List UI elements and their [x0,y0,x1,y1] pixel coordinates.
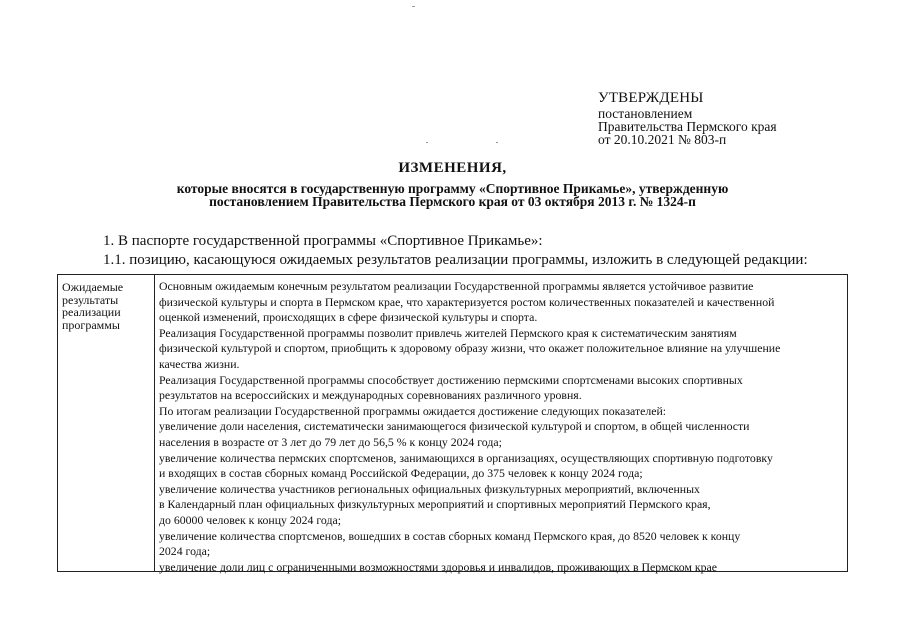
content-line: до 60000 человек к концу 2024 года; [159,512,342,527]
document-title: ИЗМЕНЕНИЯ, [398,160,507,176]
label-line: Ожидаемые [62,280,124,294]
content-line: 2024 года; [159,544,211,559]
label-line: реализации [62,305,121,319]
content-line: увеличение количества пермских спортсменов, занимающихся в организациях, осуществляющих спортивную подготовку [159,450,773,465]
content-line: По итогам реализации Государственной программы ожидается достижение следующих показателей: [159,403,667,418]
label-line: программы [62,317,120,332]
table-label-cell [62,281,152,331]
label-line: результаты [62,292,119,307]
content-line: в Календарный план официальных физкультурных мероприятий и спортивных мероприятий Пермского края, [159,497,711,512]
approval-line: Правительства Пермского края [598,119,777,134]
table-content-cell [159,279,845,575]
scan-speck [412,6,415,7]
table-column-divider [154,274,155,572]
approval-line: постановлением [598,106,693,121]
content-line: физической культуры и спорта в Пермском крае, что характеризуется ростом количественных показателей и качественной [159,294,775,309]
section-1-heading: 1. В паспорте государственной программы «Спортивное Прикамье»: [103,233,543,249]
scan-speck [496,142,498,143]
content-line: оценкой изменений, происходящих в сфере физической культуры и спорта. [159,310,538,325]
content-line: увеличение доли лиц с ограниченными возможностями здоровья и инвалидов, проживающих в Пермском крае [159,559,717,574]
subtitle-line: постановлением Правительства Пермского края от 03 октября 2013 г. № 1324-п [209,194,696,209]
document-subtitle [0,182,905,208]
subtitle-line: которые вносятся в государственную программу «Спортивное Прикамье», утвержденную [176,181,729,196]
approval-date-line: от 20.10.2021 № 803-п [598,132,727,147]
content-line: увеличение доли населения, систематически занимающегося физической культурой и спортом, в общей численности [159,419,750,434]
approval-heading: УТВЕРЖДЕНЫ [598,90,704,106]
content-line: результатов на всероссийских и международных соревнованиях различного уровня. [159,388,582,403]
content-line: увеличение количества участников региональных официальных физкультурных мероприятий, включенных [159,481,700,496]
content-line: Реализация Государственной программы способствует достижению пермскими спортсменами высоких спортивных [159,372,743,387]
content-line: и входящих в состав сборных команд Российской Федерации, до 375 человек к концу 2024 года; [159,466,643,481]
content-line: Основным ожидаемым конечным результатом реализации Государственной программы является устойчивое развитие [159,279,754,293]
content-line: физической культурой и спортом, приобщить к здоровому образу жизни, что окажет положительное влияние на улучшение [159,341,781,356]
content-line: увеличение количества спортсменов, вошедших в состав сборных команд Пермского края, до 8520 человек к концу [159,528,741,543]
approval-stamp [598,90,777,146]
content-line: Реализация Государственной программы позволит привлечь жителей Пермского края к систематическим занятиям [159,325,737,340]
content-line: населения в возрасте от 3 лет до 79 лет до 56,5 % к концу 2024 года; [159,434,502,449]
section-1-1-heading: 1.1. позицию, касающуюся ожидаемых результатов реализации программы, изложить в следующей редакции: [103,252,808,268]
scan-speck [426,142,428,143]
content-line: качества жизни. [159,356,240,371]
